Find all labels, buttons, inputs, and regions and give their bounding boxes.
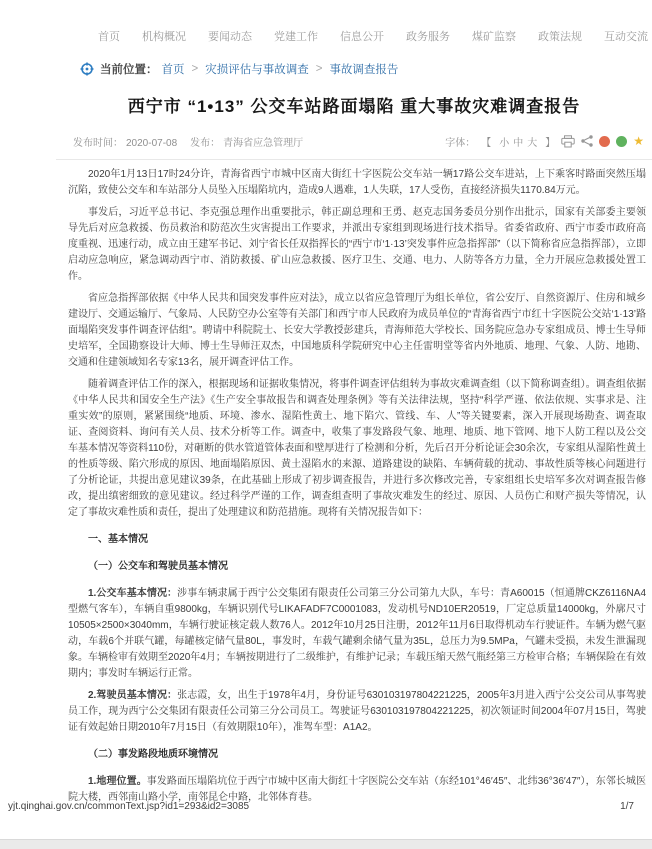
nav-item[interactable]: 信息公开 [340, 31, 384, 43]
font-size-label: 字体： [445, 137, 476, 149]
font-size-options [497, 134, 539, 149]
breadcrumb-links [158, 61, 403, 77]
nav-item[interactable]: 机构概况 [142, 31, 186, 43]
nav-item[interactable]: 政策法规 [538, 31, 582, 43]
share-icon[interactable] [581, 135, 593, 147]
breadcrumb-link[interactable]: 首页 [161, 64, 185, 76]
nav-item[interactable]: 政务服务 [406, 31, 450, 43]
article-meta [60, 134, 648, 149]
print-footer [8, 801, 634, 812]
weibo-share-icon[interactable] [599, 136, 610, 147]
font-bracket-right: 】 [545, 137, 556, 149]
nav-item[interactable]: 煤矿监察 [472, 31, 516, 43]
breadcrumb-separator: > [315, 63, 323, 75]
breadcrumb-link[interactable]: 事故调查报告 [329, 64, 399, 76]
source: 青海省应急管理厅 [223, 137, 304, 149]
section-heading: 一、基本情况 [88, 533, 148, 545]
article-main [60, 96, 648, 806]
top-nav-menu [0, 0, 652, 44]
body-paragraph: 2020年1月13日17时24分许，青海省西宁市城中区南大街红十字医院公交车站一辆17路公交车进站，上下乘客时路面突然压塌沉陷，致使公交车和车站部分人员坠入压塌陷坑内，造成9人遇难，1人失联，17人受伤，直接经济损失1170.84万元。 [68, 168, 646, 196]
section-heading: （二）事发路段地质环境情况 [88, 748, 218, 760]
print-icon[interactable] [561, 135, 575, 148]
font-size-option[interactable]: 中 [513, 137, 524, 149]
page-number: 1/7 [620, 801, 634, 812]
body-paragraph: 1.地理位置。事发路面压塌陷坑位于西宁市城中区南大街红十字医院公交车站（东经101°46′45″、北纬36°36′47″），东邻长城医院大楼，西邻南山路小学，南邻昆仑中路，北邻体育巷。 [68, 775, 646, 803]
run-in-heading: 2.驾驶员基本情况： [88, 689, 178, 701]
source-label: 发布： [190, 137, 221, 149]
article-body [60, 167, 648, 806]
wechat-share-icon[interactable] [616, 136, 627, 147]
nav-item[interactable]: 互动交流 [604, 31, 648, 43]
breadcrumb-label: 当前位置： [100, 64, 158, 76]
run-in-heading: 1.公交车基本情况： [88, 587, 178, 599]
location-target-icon [80, 62, 94, 76]
publish-time-label: 发布时间： [73, 137, 123, 149]
divider [56, 159, 652, 160]
footer-url: yjt.qinghai.gov.cn/commonText.jsp?id1=293&id2=3085 [8, 801, 250, 812]
font-size-option[interactable]: 小 [499, 137, 510, 149]
article-tools [445, 134, 644, 149]
font-bracket-left: 【 [481, 137, 492, 149]
nav-item[interactable]: 党建工作 [274, 31, 318, 43]
section-heading: （一）公交车和驾驶员基本情况 [88, 560, 228, 572]
breadcrumb-link[interactable]: 灾损评估与事故调查 [205, 64, 309, 76]
nav-item[interactable]: 首页 [98, 31, 120, 43]
publish-time: 2020-07-08 [126, 137, 178, 149]
article-title: 西宁市 “1•13” 公交车站路面塌陷 重大事故灾难调查报告 [127, 97, 581, 116]
bottom-strip [0, 839, 652, 849]
body-paragraph: 随着调查评估工作的深入，根据现场和证据收集情况，将事件调查评估组转为事故灾难调查组（以下简称调查组）。调查组依据《中华人民共和国安全生产法》《生产安全事故报告和调查处理条例》等有关法律法规，坚持“科学严谨、依法依规、实事求是、注重实效”的原则，紧紧围绕“地质、环境、渗水、湿陷性黄土、地下陷穴、管线、车、人”等关键要素，深入开展现场勘查、调查取证、查阅资料、询问有关人员、技术分析等工作。调查中，收集了事发路段气象、地理、地质、地下管网、地下人防工程以及公交车基本情况等资料110份，对砸断的供水管道管体表面和壁厚进行了检测和分析，先后召开分析论证会30余次，专家组从湿陷性黄土的性质等级、陷穴形成的原因、地面塌陷原因、黄土湿陷水的来源、道路建设的缺陷、车辆荷载的扰动、事故性质等核心问题进行了分析论证，共提出意见建议39条，在此基础上形成了初步调查报告，并进行多次修改完善，专家组组长史培军多次对调查报告修改，提出缜密细致的意见建议。经过科学严谨的工作，调查组查明了事故灾难发生的经过、原因、人员伤亡和财产损失等情况，认定了事故灾难性质和责任，提出了处理建议和防范措施。现将有关情况报告如下： [68, 378, 646, 518]
favorite-star-icon[interactable]: ★ [633, 133, 644, 148]
body-paragraph: 事发后，习近平总书记、李克强总理作出重要批示，韩正副总理和王勇、赵克志国务委员分别作出批示，国家有关部委主要领导先后对应急救援、伤员救治和防范次生灾害提出工作要求，并派出专家组到现场进行技术指导。省委省政府、西宁市委市政府高度重视、迅速行动，成立由王建军书记、刘宁省长任双指挥长的“西宁市‘1·13’突发事件应急指挥部”（以下简称省应急指挥部），立即启动应急响应，紧急调动西宁市、消防救援、矿山应急救援、医疗卫生、交通、电力、人防等各方力量，全力开展应急救援处置工作。 [68, 206, 646, 282]
breadcrumb-separator: > [191, 63, 199, 75]
font-size-option[interactable]: 大 [527, 137, 538, 149]
nav-item[interactable]: 要闻动态 [208, 31, 252, 43]
run-in-heading: 1.地理位置。 [88, 775, 147, 787]
body-paragraph: 1.公交车基本情况：涉事车辆隶属于西宁公交集团有限责任公司第三分公司第九大队，车号：青A60015（恒通牌CKZ6116NA4型燃气客车），车辆自重9800kg，车辆识别代号LIKAFADF7C0001083，发动机号ND10ER20519，厂定总质量14000kg，外廓尺寸10505×2500×3040mm，车辆行驶证核定载人数76人。2012年10月25日注册，2012年11月6日取得机动车行驶证件。车辆为燃气驱动，车载6个并联气罐，每罐核定储气量80L，事发时，车载气罐剩余储气量为35L，总压力为9.5MPa，气罐未受损，未发生泄漏现象。车辆检审有效期至2020年4月；车辆按期进行了二级维护，有维护记录；车载压缩天然气瓶经第三方检审合格；车辆保险在有效期内；事发时车辆运行正常。 [68, 587, 647, 679]
body-paragraph: 省应急指挥部依据《中华人民共和国突发事件应对法》，成立以省应急管理厅为组长单位，省公安厅、自然资源厅、住房和城乡建设厅、交通运输厅、气象局、人民防空办公室等有关部门和西宁市人民政府为成员单位的“青海省西宁市红十字医院公交站‘1·13’路面塌陷突发事件调查评估组”。聘请中科院院士、长安大学教授彭建兵，青海师范大学校长、国务院应急办专家组成员、博士生导师史培军，全国勘察设计大师、博士生导师汪双杰，中国地质科学院研究中心主任雷明堂等省内外地质、地理、气象、人防、地勘、交通和住建领域知名专家13名，展开调查评估工作。 [68, 292, 646, 368]
body-paragraph: 2.驾驶员基本情况：张志霞，女，出生于1978年4月，身份证号630103197804221225，2005年3月进入西宁公交公司从事驾驶员工作，现为西宁公交集团有限责任公司第三分公司员工。驾驶证号630103197804221225，初次领证时间2004年07月15日，驾驶证有效起始日期2010年7月15日（有效期限10年），准驾车型：A1A2。 [68, 689, 646, 733]
publish-info [73, 134, 306, 149]
breadcrumb [80, 61, 652, 77]
